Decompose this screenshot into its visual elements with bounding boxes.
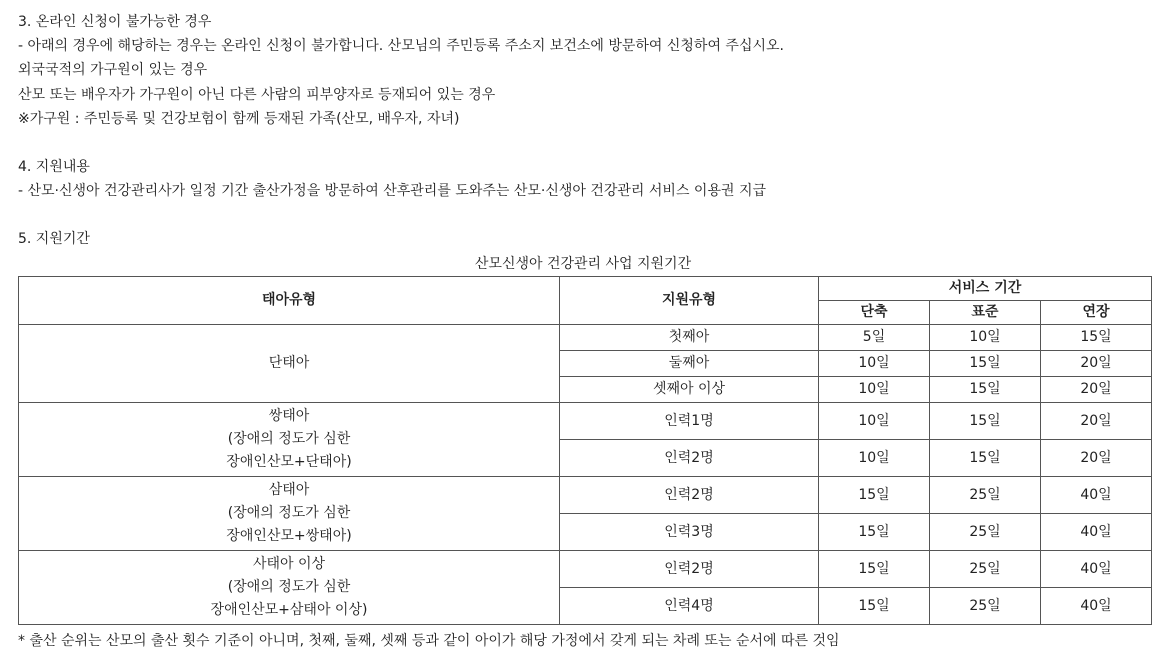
extended-cell: 20일 — [1041, 351, 1152, 377]
baby-type-cell — [19, 477, 560, 551]
short-cell: 15일 — [819, 477, 930, 514]
standard-cell: 15일 — [930, 351, 1041, 377]
baby-type-line: (장애의 정도가 심한 — [227, 505, 351, 521]
baby-type-line: 장애인산모+삼태아 이상) — [210, 602, 368, 618]
support-type-cell: 인력2명 — [560, 551, 819, 588]
baby-type-line: (장애의 정도가 심한 — [227, 431, 351, 447]
extended-cell: 20일 — [1041, 440, 1152, 477]
short-cell: 15일 — [819, 514, 930, 551]
footnote: * 출산 순위는 산모의 출산 횟수 기준이 아니며, 첫째, 둘째, 셋째 등과 같이 아이가 해당 가정에서 갖게 되는 차례 또는 순서에 따른 것임 — [18, 633, 840, 649]
standard-cell: 15일 — [930, 377, 1041, 403]
baby-type-cell — [19, 551, 560, 625]
standard-cell: 15일 — [930, 403, 1041, 440]
table-caption: 산모신생아 건강관리 사업 지원기간 — [474, 256, 692, 272]
table-row — [19, 403, 1152, 440]
support-type-cell: 인력3명 — [560, 514, 819, 551]
section4-line: - 산모·신생아 건강관리사가 일정 기간 출산가정을 방문하여 산후관리를 도와주는 산모·신생아 건강관리 서비스 이용권 지급 — [18, 183, 767, 199]
baby-type-line: 쌍태아 — [268, 408, 310, 424]
section3-line-2: 외국국적의 가구원이 있는 경우 — [18, 62, 208, 78]
standard-cell: 15일 — [930, 440, 1041, 477]
extended-cell: 40일 — [1041, 551, 1152, 588]
support-type-cell: 인력4명 — [560, 588, 819, 625]
baby-type-line: 장애인산모+단태아) — [226, 454, 352, 470]
support-period-table — [18, 276, 1152, 625]
standard-cell: 10일 — [930, 325, 1041, 351]
baby-type-line: 삼태아 — [268, 482, 310, 498]
baby-type-line: 장애인산모+쌍태아) — [226, 528, 352, 544]
header-service-period: 서비스 기간 — [819, 277, 1152, 301]
baby-type-line: (장애의 정도가 심한 — [227, 579, 351, 595]
header-baby-type: 태아유형 — [19, 277, 560, 325]
support-type-cell: 인력1명 — [560, 403, 819, 440]
header-standard: 표준 — [930, 301, 1041, 325]
standard-cell: 25일 — [930, 551, 1041, 588]
baby-type-cell — [19, 325, 560, 403]
short-cell: 15일 — [819, 588, 930, 625]
table-row — [19, 325, 1152, 351]
baby-type-line: 사태아 이상 — [252, 556, 326, 572]
table-row — [19, 551, 1152, 588]
support-type-cell: 첫째아 — [560, 325, 819, 351]
short-cell: 5일 — [819, 325, 930, 351]
extended-cell: 15일 — [1041, 325, 1152, 351]
section3-note: ※가구원 : 주민등록 및 건강보험이 함께 등재된 가족(산모, 배우자, 자녀) — [18, 111, 460, 127]
short-cell: 10일 — [819, 440, 930, 477]
short-cell: 10일 — [819, 351, 930, 377]
section3-line-1: - 아래의 경우에 해당하는 경우는 온라인 신청이 불가합니다. 산모님의 주민등록 주소지 보건소에 방문하여 신청하여 주십시오. — [18, 38, 784, 54]
short-cell: 10일 — [819, 403, 930, 440]
support-type-cell: 둘째아 — [560, 351, 819, 377]
header-short: 단축 — [819, 301, 930, 325]
section3-heading: 3. 온라인 신청이 불가능한 경우 — [18, 14, 212, 30]
section3-line-3: 산모 또는 배우자가 가구원이 아닌 다른 사람의 피부양자로 등재되어 있는 경우 — [18, 87, 496, 103]
header-support-type: 지원유형 — [560, 277, 819, 325]
support-type-cell: 인력2명 — [560, 440, 819, 477]
baby-type-cell — [19, 403, 560, 477]
support-type-cell: 셋째아 이상 — [560, 377, 819, 403]
table-row — [19, 477, 1152, 514]
standard-cell: 25일 — [930, 514, 1041, 551]
short-cell: 15일 — [819, 551, 930, 588]
support-type-cell: 인력2명 — [560, 477, 819, 514]
header-extended: 연장 — [1041, 301, 1152, 325]
extended-cell: 40일 — [1041, 477, 1152, 514]
baby-type-line: 단태아 — [268, 355, 310, 371]
section5-heading: 5. 지원기간 — [18, 231, 90, 247]
standard-cell: 25일 — [930, 477, 1041, 514]
standard-cell: 25일 — [930, 588, 1041, 625]
extended-cell: 20일 — [1041, 403, 1152, 440]
extended-cell: 40일 — [1041, 514, 1152, 551]
section4-heading: 4. 지원내용 — [18, 159, 90, 175]
short-cell: 10일 — [819, 377, 930, 403]
extended-cell: 20일 — [1041, 377, 1152, 403]
extended-cell: 40일 — [1041, 588, 1152, 625]
